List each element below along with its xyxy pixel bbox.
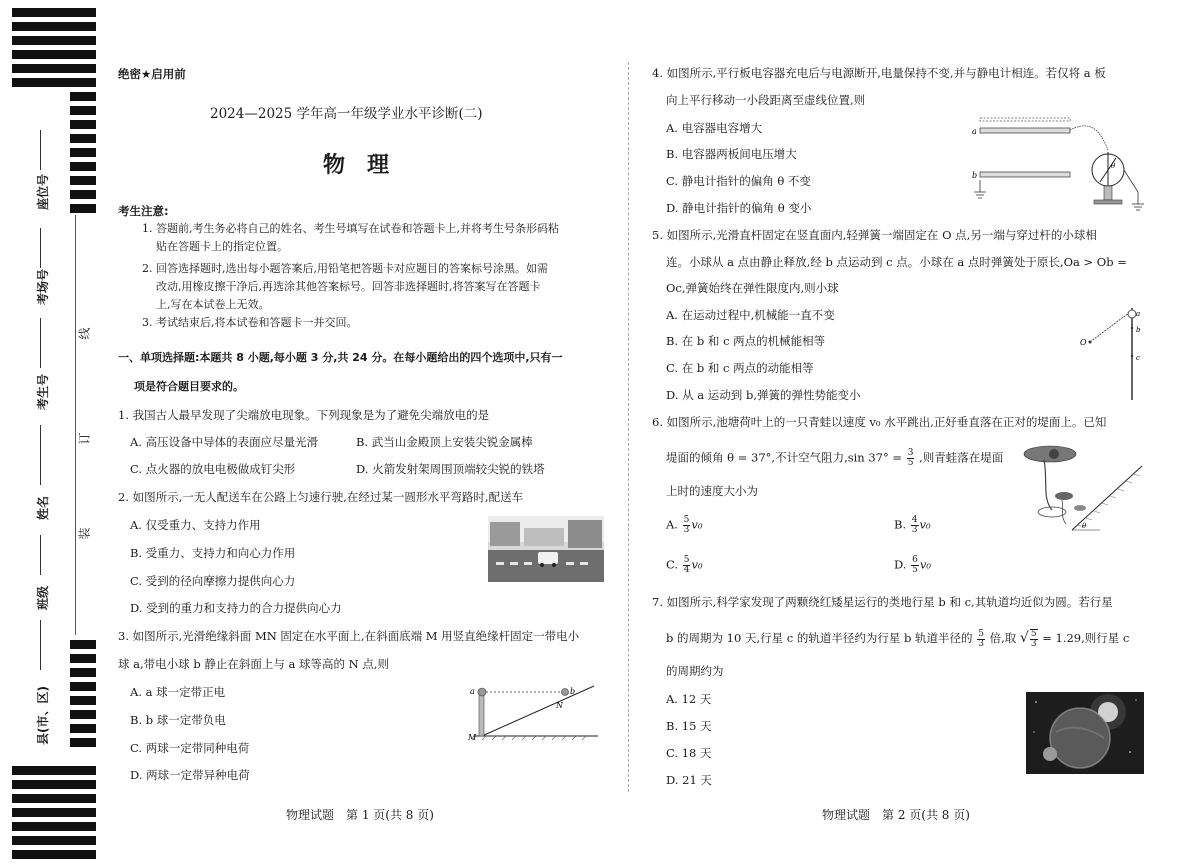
stripe (70, 148, 96, 157)
numerator: 3 (907, 448, 914, 458)
q3-option-d: D. 两球一定带异种电荷 (130, 768, 250, 782)
q5-option-b: B. 在 b 和 c 两点的机械能相等 (666, 334, 826, 348)
question-5-cont2: Oc,弹簧始终在弹性限度内,则小球 (666, 281, 839, 295)
velocity: v₀ (919, 517, 931, 532)
velocity: v₀ (691, 557, 703, 572)
question-1: 1. 我国古人最早发现了尖端放电现象。下列现象是为了避免尖端放电的是 (118, 408, 490, 422)
class-label: 班级 (36, 585, 50, 610)
stripe (12, 836, 96, 845)
numerator: 5 (1030, 629, 1037, 639)
q2-option-a: A. 仅受重力、支持力作用 (130, 518, 261, 532)
section-heading-cont: 项是符合题目要求的。 (134, 380, 244, 393)
name-field[interactable] (40, 425, 41, 485)
denominator: 5 (907, 458, 914, 468)
stripe (12, 78, 96, 87)
label-N: N (556, 701, 563, 710)
q6-text-pre: 堤面的倾角 θ = 37°,不计空气阻力,sin 37° = (666, 450, 903, 465)
denominator: 5 (912, 565, 918, 575)
seat-field[interactable] (40, 130, 41, 170)
stripe (70, 710, 96, 719)
notice-line: 上,写在本试卷上无效。 (156, 298, 270, 311)
question-7-cont2: 的周期约为 (666, 664, 724, 678)
stripe (12, 36, 96, 45)
q4-option-c: C. 静电计指针的偏角 θ 不变 (666, 174, 811, 188)
notice-line: 2. 回答选择题时,选出每小题答案后,用铅笔把答题卡对应题目的答案标号涂黑。如需 (142, 262, 548, 275)
stripe (70, 120, 96, 129)
question-2: 2. 如图所示,一无人配送车在公路上匀速行驶,在经过某一圆形水平弯路时,配送车 (118, 490, 524, 504)
numerator: 4 (911, 515, 918, 525)
stripe (70, 190, 96, 199)
q2-option-c: C. 受到的径向摩擦力提供向心力 (130, 574, 296, 588)
label-b: b (570, 687, 576, 696)
stripe (70, 92, 96, 101)
q5-option-c: C. 在 b 和 c 两点的动能相等 (666, 361, 814, 375)
q3-option-c: C. 两球一定带同种电荷 (130, 741, 250, 755)
label-a: a (1136, 310, 1141, 318)
q1-option-b: B. 武当山金殿顶上安装尖锐金属棒 (356, 435, 533, 449)
question-5-cont: 连。小球从 a 点由静止释放,经 b 点运动到 c 点。小球在 a 点时弹簧处于原长,Oa > Ob = (666, 255, 1127, 269)
numerator: 6 (912, 555, 918, 565)
label-a: a (470, 687, 475, 696)
theta-label: θ (1082, 522, 1087, 530)
fraction (1030, 629, 1038, 649)
q7-option-a: A. 12 天 (666, 692, 712, 706)
page-footer: 物理试题 第 2 页(共 8 页) (822, 808, 970, 822)
fraction (907, 449, 915, 468)
stripe (12, 794, 96, 803)
q6-text-post: ,则青蛙落在堤面 (919, 450, 1004, 465)
q6-option-c (666, 556, 703, 575)
label-b: b (1136, 326, 1141, 334)
question-5: 5. 如图所示,光滑直杆固定在竖直面内,轻弹簧一端固定在 O 点,另一端与穿过杆的小球相 (652, 228, 1097, 242)
student-number-label: 考生号 (36, 373, 50, 410)
stripe (70, 696, 96, 705)
stripe (70, 204, 96, 213)
denominator: 4 (683, 565, 690, 575)
question-3-cont: 球 a,带电小球 b 静止在斜面上与 a 球等高的 N 点,则 (118, 657, 390, 671)
question-3: 3. 如图所示,光滑绝缘斜面 MN 固定在水平面上,在斜面底端 M 用竖直绝缘杆固定一带电小 (118, 629, 580, 643)
option-letter: B. (894, 517, 907, 532)
class-field[interactable] (40, 535, 41, 575)
stripe (70, 682, 96, 691)
incline-figure (466, 680, 606, 742)
notice-line: 1. 答题前,考生务必将自己的姓名、考生号填写在试卷和答题卡上,并将考生号条形码粘 (142, 222, 559, 235)
denominator: 3 (1030, 639, 1037, 649)
q7-option-c: C. 18 天 (666, 746, 712, 760)
fraction (683, 516, 691, 535)
notice-heading: 考生注意: (118, 204, 169, 218)
seat-number-label: 座位号 (36, 173, 50, 210)
stripe (12, 822, 96, 831)
county-field[interactable] (40, 620, 41, 670)
stripe (12, 780, 96, 789)
numerator: 5 (978, 628, 984, 639)
binding-mark-line: 线 (77, 327, 92, 340)
label-O: O (1080, 338, 1087, 347)
fraction (911, 516, 919, 535)
theta-label: θ (1111, 162, 1116, 170)
numerator: 5 (683, 555, 690, 565)
stripe (12, 8, 96, 17)
question-6-cont2: 上时的速度大小为 (666, 484, 758, 498)
stripe (70, 724, 96, 733)
q5-option-d: D. 从 a 运动到 b,弹簧的弹性势能变小 (666, 388, 861, 402)
q7-text-mid: 倍,取 (989, 631, 1017, 645)
stripe (12, 766, 96, 775)
stripe (70, 106, 96, 115)
stripe (12, 808, 96, 817)
page-footer: 物理试题 第 1 页(共 8 页) (286, 808, 434, 822)
capacitor-figure (968, 112, 1150, 216)
notice-line: 改动,用橡皮擦干净后,再选涂其他答案标号。回答非选择题时,将答案写在答题卡 (156, 280, 541, 293)
stripe (12, 64, 96, 73)
stripe (70, 162, 96, 171)
q6-option-b (894, 516, 931, 535)
velocity: v₀ (919, 557, 931, 572)
binding-line (75, 215, 76, 635)
q3-option-b: B. b 球一定带负电 (130, 713, 226, 727)
red-dwarf-planets-image (1026, 692, 1144, 774)
q7-option-d: D. 21 天 (666, 773, 712, 787)
stripe (12, 22, 96, 31)
question-4: 4. 如图所示,平行板电容器充电后与电源断开,电量保持不变,并与静电计相连。若仅将 a 板 (652, 66, 1106, 80)
q1-option-c: C. 点火器的放电电极做成钉尖形 (130, 462, 296, 476)
exam-room-label: 考场号 (36, 268, 50, 305)
q1-option-a: A. 高压设备中导体的表面应尽量光滑 (130, 435, 319, 449)
page-divider (628, 62, 629, 792)
option-letter: D. (894, 557, 907, 572)
q7-option-b: B. 15 天 (666, 719, 712, 733)
q2-option-b: B. 受重力、支持力和向心力作用 (130, 546, 296, 560)
q3-option-a: A. a 球一定带正电 (130, 685, 226, 699)
question-7: 7. 如图所示,科学家发现了两颗绕红矮星运行的类地行星 b 和 c,其轨道均近似为圆。若行星 (652, 595, 1113, 609)
q4-option-d: D. 静电计指针的偏角 θ 变小 (666, 201, 812, 215)
option-letter: A. (666, 517, 678, 532)
secret-label: 绝密★启用前 (118, 67, 186, 81)
label-M: M (468, 733, 477, 742)
binding-mark-bind: 装 (77, 527, 92, 540)
velocity: v₀ (691, 517, 703, 532)
student-number-field[interactable] (40, 318, 41, 368)
q5-option-a: A. 在运动过程中,机械能一直不变 (666, 308, 835, 322)
q6-option-a (666, 516, 702, 535)
fraction (977, 630, 985, 649)
stripe (70, 738, 96, 747)
stripe (70, 134, 96, 143)
q4-option-a: A. 电容器电容增大 (666, 121, 763, 135)
plate-a-label: a (972, 127, 977, 136)
stripe (70, 654, 96, 663)
plate-b-label: b (972, 171, 978, 180)
question-6-cont (666, 449, 1003, 468)
q7-text-pre: b 的周期为 10 天,行星 c 的轨道半径约为行星 b 轨道半径的 (666, 631, 973, 645)
stripe (70, 668, 96, 677)
section-heading: 一、单项选择题:本题共 8 小题,每小题 3 分,共 24 分。在每小题给出的四个选项中,只有一 (118, 351, 563, 364)
spring-rod-figure (1080, 306, 1148, 402)
stripe (70, 176, 96, 185)
numerator: 5 (683, 515, 690, 525)
q7-text-post: = 1.29,则行星 c (1042, 631, 1130, 645)
binding-strip (0, 0, 118, 868)
notice-line: 贴在答题卡上的指定位置。 (156, 240, 288, 253)
question-4-cont: 向上平行移动一小段距离至虚线位置,则 (666, 93, 866, 107)
exam-title: 2024—2025 学年高一年级学业水平诊断(二) (210, 106, 483, 122)
frog-lotus-figure (1020, 440, 1146, 532)
binding-mark-order: 订 (77, 432, 92, 445)
fraction (911, 556, 919, 575)
denominator: 3 (683, 525, 690, 535)
q1-option-d: D. 火箭发射架周围顶端较尖锐的铁塔 (356, 462, 545, 476)
county-label: 县(市、区) (36, 686, 50, 745)
fraction (683, 556, 691, 575)
question-7-cont (666, 629, 1129, 649)
q4-option-b: B. 电容器两板间电压增大 (666, 147, 797, 161)
stripe (12, 50, 96, 59)
stripe (70, 640, 96, 649)
sqrt-sign: √ (1019, 630, 1029, 646)
subject-title: 物 理 (323, 152, 390, 178)
denominator: 3 (911, 525, 918, 535)
q2-option-d: D. 受到的重力和支持力的合力提供向心力 (130, 601, 342, 615)
stripe (12, 850, 96, 859)
question-6: 6. 如图所示,池塘荷叶上的一只青蛙以速度 v₀ 水平跳出,正好垂直落在正对的堤面上。已知 (652, 415, 1107, 429)
denominator: 3 (978, 638, 984, 649)
option-letter: C. (666, 557, 679, 572)
notice-line: 3. 考试结束后,将本试卷和答题卡一并交回。 (142, 316, 358, 329)
q6-option-d (894, 556, 931, 575)
label-c: c (1136, 354, 1140, 362)
exam-room-field[interactable] (40, 228, 41, 268)
delivery-vehicle-photo (488, 516, 604, 582)
name-label: 姓名 (36, 495, 50, 520)
